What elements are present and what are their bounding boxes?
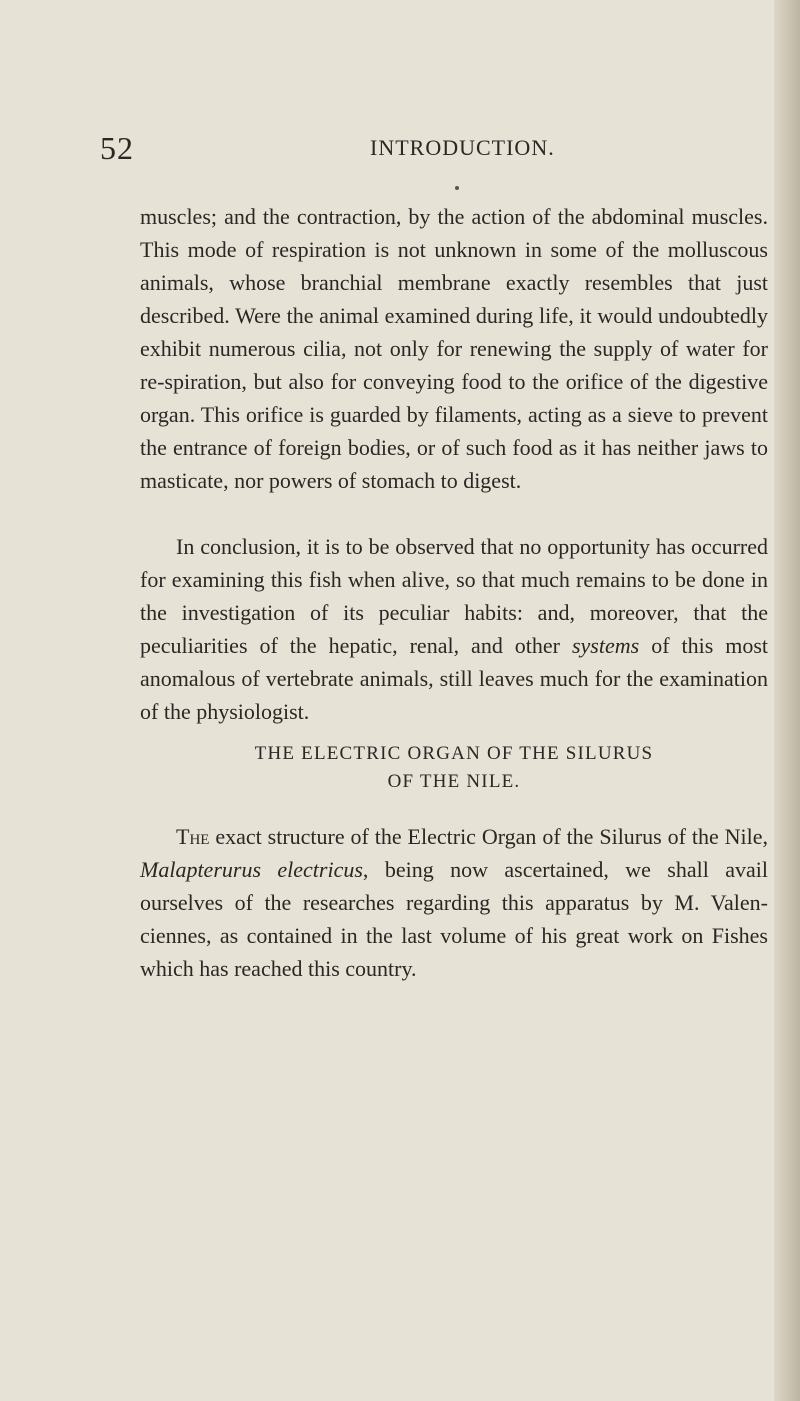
running-head: INTRODUCTION. bbox=[370, 135, 555, 160]
paragraph-1 bbox=[140, 200, 768, 497]
paragraph-3-part-2: , being now ascertained, we shall avail ourselves of the researches regarding this apparatus by M. Valen-ciennes, as contained in the last volume of his great work on Fishes which has reached this country. bbox=[140, 857, 768, 981]
paragraph-3-lead-word: The bbox=[176, 824, 210, 849]
section-heading-line-2: OF THE NILE. bbox=[387, 771, 521, 792]
paragraph-3 bbox=[140, 820, 768, 985]
paragraph-2-part-1: In conclusion, it is to be observed that no opportunity has occurred for examining this fish when alive, so that much remains to be done in the investigation of its peculiar habits: and, moreover, that the peculiarities of the hepatic, renal, and other bbox=[140, 534, 768, 658]
section-heading-line-1: THE ELECTRIC ORGAN OF THE SILURUS bbox=[254, 743, 654, 764]
paragraph-3-italic: Malapterurus electricus bbox=[140, 857, 363, 882]
page-number: 52 bbox=[100, 130, 134, 166]
paragraph-2-text bbox=[140, 530, 768, 728]
print-speck bbox=[455, 186, 459, 190]
page-header bbox=[100, 128, 765, 168]
paragraph-3-part-1: exact structure of the Electric Organ of the Silurus of the Nile, bbox=[215, 824, 768, 849]
page-edge bbox=[774, 0, 800, 1401]
paragraph-3-text bbox=[140, 820, 768, 985]
paragraph-1-text: muscles; and the contraction, by the action of the abdominal muscles. This mode of respiration is not unknown in some of the molluscous animals, whose branchial membrane exactly resembles that just described. Were the animal examined during life, it would undoubtedly exhibit numerous cilia, not only for renewing the supply of water for re-spiration, but also for conveying food to the orifice of the digestive organ. This orifice is guarded by filaments, acting as a sieve to prevent the entrance of foreign bodies, or of such food as it has neither jaws to masticate, nor powers of stomach to digest. bbox=[140, 204, 768, 493]
section-heading bbox=[140, 740, 768, 796]
paragraph-2-italic: systems bbox=[571, 633, 640, 658]
paragraph-2 bbox=[140, 530, 768, 728]
paragraph-2-part-2: of this most anomalous of vertebrate animals, still leaves much for the examination of the physiologist. bbox=[140, 633, 769, 724]
